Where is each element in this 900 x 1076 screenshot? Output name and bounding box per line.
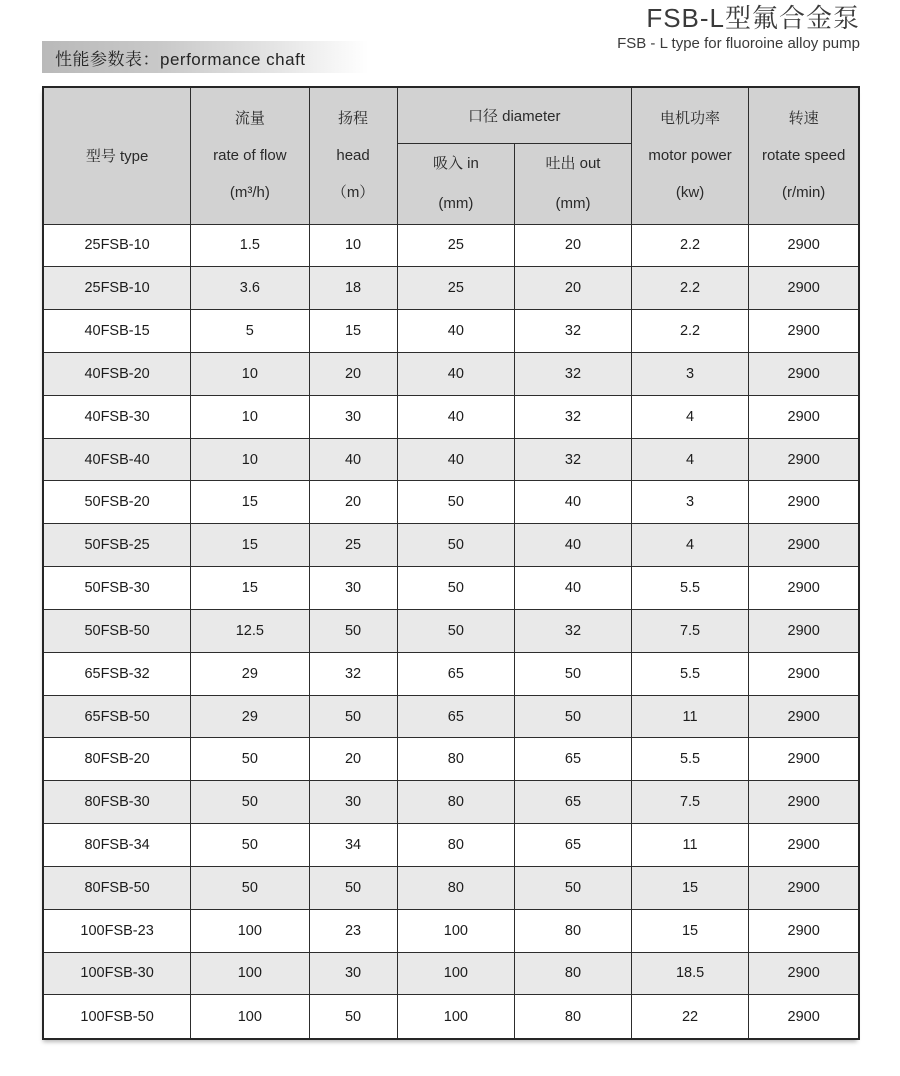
table-cell: 18.5 [631,952,749,995]
col-header-power [631,87,749,224]
table-cell: 65 [397,695,515,738]
table-cell: 40FSB-15 [43,310,191,353]
table-cell: 65FSB-32 [43,652,191,695]
table-cell: 7.5 [631,781,749,824]
table-cell: 29 [191,652,309,695]
col-header-power-unit: (kw) [675,184,705,202]
table-cell: 32 [515,310,632,353]
table-cell: 25FSB-10 [43,267,191,310]
table-row [43,995,859,1039]
table-cell: 100FSB-50 [43,995,191,1039]
table-cell: 30 [309,952,397,995]
table-cell: 50 [309,995,397,1039]
table-cell: 32 [515,609,632,652]
table-row [43,738,859,781]
table-cell: 50 [309,695,397,738]
table-row [43,652,859,695]
col-header-discharge [515,143,632,224]
table-cell: 50 [191,866,309,909]
table-cell: 80FSB-34 [43,824,191,867]
table-header [43,87,859,224]
table-cell: 25 [309,524,397,567]
table-cell: 10 [191,352,309,395]
col-header-suction [397,143,515,224]
table-cell: 2900 [749,352,859,395]
table-cell: 4 [631,524,749,567]
page-title-block [617,3,860,53]
table-cell: 50 [397,524,515,567]
table-cell: 2900 [749,310,859,353]
table-cell: 10 [309,224,397,267]
table-row [43,866,859,909]
col-header-flow-cn: 流量 [234,110,265,128]
col-header-flow [191,87,309,224]
page-subtitle: FSB - L type for fluoroine alloy pump [617,35,860,52]
table-cell: 2900 [749,524,859,567]
table-cell: 22 [631,995,749,1039]
section-label: 性能参数表：performance chaft [55,49,306,69]
table-cell: 7.5 [631,609,749,652]
table-cell: 2900 [749,781,859,824]
col-header-flow-unit: (m³/h) [229,184,270,202]
table-row [43,352,859,395]
col-header-flow-en: rate of flow [213,147,287,165]
table-row [43,781,859,824]
table-cell: 3.6 [191,267,309,310]
table-cell: 65 [397,652,515,695]
table-cell: 80 [515,909,632,952]
table-cell: 50FSB-30 [43,567,191,610]
table-cell: 4 [631,438,749,481]
table-row [43,267,859,310]
table-cell: 15 [631,909,749,952]
col-header-speed-unit: (r/min) [781,184,826,202]
table-cell: 34 [309,824,397,867]
section-label-bar [42,41,382,73]
table-row [43,524,859,567]
col-header-discharge-unit: (mm) [555,194,591,212]
table-row [43,824,859,867]
table-row [43,310,859,353]
table-cell: 15 [631,866,749,909]
table-cell: 29 [191,695,309,738]
table-cell: 40FSB-40 [43,438,191,481]
table-cell: 50FSB-25 [43,524,191,567]
col-header-type: 型号 type [43,87,191,224]
performance-table [42,86,860,1040]
table-cell: 20 [309,352,397,395]
table-cell: 50 [309,609,397,652]
table-cell: 50 [191,781,309,824]
table-cell: 32 [515,438,632,481]
table-cell: 40 [309,438,397,481]
table-cell: 30 [309,781,397,824]
table-cell: 15 [191,567,309,610]
col-header-discharge-label: 吐出 out [545,154,601,172]
table-cell: 100 [397,909,515,952]
col-header-head-unit: （m） [331,184,375,202]
table-cell: 40 [515,567,632,610]
col-header-speed-en: rotate speed [761,147,846,165]
table-cell: 100 [397,952,515,995]
table-cell: 2900 [749,995,859,1039]
table-cell: 100 [191,909,309,952]
table-cell: 2900 [749,609,859,652]
table-cell: 2900 [749,652,859,695]
table-cell: 40 [397,310,515,353]
table-cell: 10 [191,395,309,438]
table-cell: 23 [309,909,397,952]
table-cell: 15 [191,524,309,567]
table-cell: 50FSB-50 [43,609,191,652]
table-cell: 2900 [749,438,859,481]
table-cell: 5.5 [631,567,749,610]
table-cell: 2900 [749,738,859,781]
table-cell: 65FSB-50 [43,695,191,738]
table-row [43,224,859,267]
table-row [43,438,859,481]
col-header-head-cn: 扬程 [338,110,369,128]
table-cell: 100FSB-23 [43,909,191,952]
table-row [43,395,859,438]
table-cell: 18 [309,267,397,310]
table-cell: 50 [397,481,515,524]
table-cell: 30 [309,395,397,438]
table-cell: 100 [191,952,309,995]
table-cell: 10 [191,438,309,481]
table-cell: 65 [515,738,632,781]
table-row [43,909,859,952]
table-cell: 25 [397,224,515,267]
table-cell: 32 [309,652,397,695]
table-row [43,695,859,738]
table-cell: 40 [397,438,515,481]
table-cell: 80 [397,781,515,824]
table-cell: 2.2 [631,267,749,310]
table-cell: 40FSB-30 [43,395,191,438]
table-cell: 50FSB-20 [43,481,191,524]
table-cell: 100 [397,995,515,1039]
table-cell: 15 [191,481,309,524]
table-cell: 32 [515,395,632,438]
table-cell: 50 [397,567,515,610]
table-cell: 12.5 [191,609,309,652]
table-cell: 32 [515,352,632,395]
table-cell: 40FSB-20 [43,352,191,395]
page-title: FSB-L型氟合金泵 [646,3,860,33]
table-cell: 4 [631,395,749,438]
table-cell: 20 [309,481,397,524]
table-cell: 5.5 [631,652,749,695]
table-row [43,567,859,610]
table-cell: 25 [397,267,515,310]
table-cell: 20 [515,224,632,267]
table-cell: 50 [515,652,632,695]
col-header-speed [749,87,859,224]
table-cell: 50 [191,824,309,867]
table-cell: 20 [515,267,632,310]
table-cell: 80 [515,952,632,995]
table-cell: 11 [631,695,749,738]
col-header-diameter: 口径 diameter [397,87,631,143]
table-cell: 80FSB-30 [43,781,191,824]
table-cell: 100FSB-30 [43,952,191,995]
table-cell: 2.2 [631,224,749,267]
col-header-speed-cn: 转速 [788,110,819,128]
table-cell: 5 [191,310,309,353]
table-cell: 50 [309,866,397,909]
col-header-head-en: head [336,147,370,165]
table-body [43,224,859,1039]
table-cell: 3 [631,481,749,524]
table-cell: 80 [397,824,515,867]
table-row [43,952,859,995]
table-cell: 3 [631,352,749,395]
table-cell: 50 [191,738,309,781]
col-header-power-cn: 电机功率 [660,110,721,128]
table-cell: 5.5 [631,738,749,781]
table-cell: 50 [515,866,632,909]
table-cell: 2.2 [631,310,749,353]
table-cell: 100 [191,995,309,1039]
table-cell: 2900 [749,866,859,909]
table-cell: 2900 [749,952,859,995]
table-cell: 80FSB-50 [43,866,191,909]
table-cell: 2900 [749,395,859,438]
table-cell: 2900 [749,224,859,267]
col-header-power-en: motor power [648,147,732,165]
table-cell: 2900 [749,267,859,310]
table-cell: 80 [515,995,632,1039]
table-cell: 80 [397,866,515,909]
table-cell: 65 [515,781,632,824]
table-cell: 2900 [749,695,859,738]
table-cell: 30 [309,567,397,610]
table-cell: 40 [515,481,632,524]
col-header-suction-label: 吸入 in [432,154,479,172]
table-row [43,609,859,652]
col-header-suction-unit: (mm) [438,194,474,212]
table-cell: 50 [397,609,515,652]
table-cell: 20 [309,738,397,781]
table-cell: 40 [397,352,515,395]
table-cell: 2900 [749,481,859,524]
table-cell: 80 [397,738,515,781]
table-cell: 65 [515,824,632,867]
table-cell: 2900 [749,824,859,867]
table-cell: 2900 [749,567,859,610]
table-row [43,481,859,524]
col-header-head [309,87,397,224]
table-cell: 15 [309,310,397,353]
table-cell: 11 [631,824,749,867]
table-cell: 50 [515,695,632,738]
table-cell: 2900 [749,909,859,952]
table-cell: 1.5 [191,224,309,267]
table-cell: 25FSB-10 [43,224,191,267]
table-cell: 80FSB-20 [43,738,191,781]
table-cell: 40 [397,395,515,438]
table-cell: 40 [515,524,632,567]
